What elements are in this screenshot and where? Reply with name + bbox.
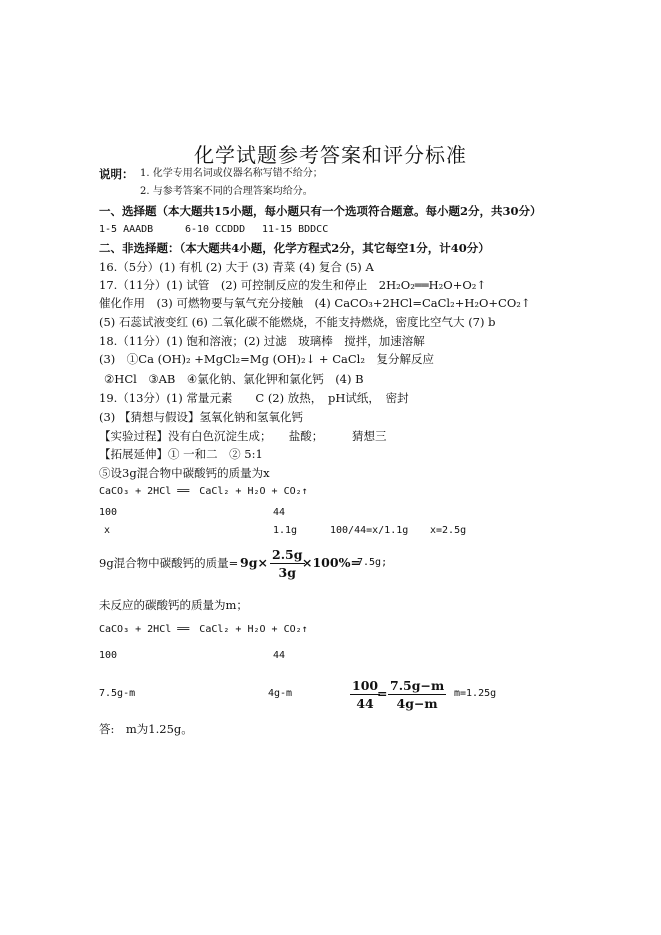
- fraction-7-5g-m-over-4g-m: [388, 678, 446, 711]
- q18-line1: 18.（11分）(1) 饱和溶液；(2) 过滤 玻璃棒 搅拌，加速溶解: [99, 334, 425, 348]
- answers-11-15: 11-15 BDDCC: [262, 224, 329, 235]
- q17-line3: (5) 石蕊试液变红 (6) 二氧化碳不能燃烧，不能支持燃烧，密度比空气大 (7) b: [99, 315, 496, 329]
- mass-9g-percent: ×100%=: [302, 555, 361, 570]
- molar-mass-right-1: 44: [273, 507, 286, 518]
- q19-line1: 19.（13分）(1) 常量元素 C (2) 放热， pH试纸， 密封: [99, 391, 409, 405]
- answers-6-10: 6-10 CCDDD: [185, 224, 246, 235]
- fraction-1-numerator: 2.5g: [272, 547, 303, 562]
- molar-mass-left-1: 100: [99, 507, 118, 518]
- molar-mass-right-2: 44: [273, 650, 286, 661]
- ratio-1: 100/44=x/1.1g: [330, 525, 409, 536]
- q18-line3: ②HCl ③AB ④氯化钠、氯化钾和氯化钙 (4) B: [104, 372, 364, 386]
- section1-heading: 一、选择题（本大题共15小题，每小题只有一个选项符合题意。每小题2分，共30分）: [99, 204, 542, 218]
- q18-line2: (3) ①Ca (OH)₂ +MgCl₂=Mg (OH)₂↓ + CaCl₂ 复分解反应: [99, 352, 434, 366]
- fraction-100-over-44: [350, 678, 380, 711]
- q19-line3: 【实验过程】没有白色沉淀生成； 盐酸； 猜想三: [99, 429, 387, 443]
- caco3-right-mass: 4g-m: [268, 688, 293, 699]
- answers-1-5: 1-5 AAADB: [99, 224, 154, 235]
- fraction-2-denominator: 44: [356, 696, 374, 711]
- fraction-2-numerator: 100: [352, 678, 379, 693]
- equation-2: CaCO₃ + 2HCl ══ CaCl₂ + H₂O + CO₂↑: [99, 624, 308, 635]
- mass-9g-expr: 9g×: [240, 555, 268, 570]
- q16-answer: 16.（5分）(1) 有机 (2) 大于 (3) 青菜 (4) 复合 (5) A: [99, 260, 374, 274]
- fraction-3-numerator: 7.5g−m: [390, 678, 445, 693]
- molar-mass-left-2: 100: [99, 650, 118, 661]
- page-title: 化学试题参考答案和评分标准: [194, 143, 467, 167]
- mass-9g-label: 9g混合物中碳酸钙的质量=: [99, 556, 239, 570]
- notes-label: 说明：: [99, 167, 134, 181]
- mass-9g-value: 7.5g;: [357, 557, 388, 568]
- co2-mass: 1.1g: [273, 525, 298, 536]
- m-value: m=1.25g: [454, 688, 497, 699]
- q19-line4: 【拓展延伸】① 一和二 ② 5:1: [99, 447, 263, 461]
- fraction-1-denominator: 3g: [278, 565, 296, 580]
- unknown-x: x: [104, 525, 111, 536]
- q19-line5: ⑤设3g混合物中碳酸钙的质量为x: [99, 466, 270, 480]
- fraction-2-5g-over-3g: [270, 547, 305, 580]
- x-value: x=2.5g: [430, 525, 467, 536]
- caco3-left-mass: 7.5g-m: [99, 688, 136, 699]
- q19-line2: (3) 【猜想与假设】氢氧化钠和氢氧化钙: [99, 410, 303, 424]
- equation-1: CaCO₃ + 2HCl ══ CaCl₂ + H₂O + CO₂↑: [99, 486, 308, 497]
- unreacted-label: 未反应的碳酸钙的质量为m；: [99, 598, 248, 612]
- q17-line2: 催化作用 (3) 可燃物要与氧气充分接触 (4) CaCO₃+2HCl=CaCl₂+H₂O+CO₂↑: [99, 296, 531, 310]
- final-answer: 答: m为1.25g。: [99, 722, 193, 736]
- equals-sign: =: [377, 686, 388, 701]
- note-1: 1. 化学专用名词或仪器名称写错不给分；: [140, 168, 323, 179]
- fraction-3-denominator: 4g−m: [396, 696, 438, 711]
- note-2: 2. 与参考答案不同的合理答案均给分。: [140, 186, 313, 197]
- q17-line1: 17.（11分）(1) 试管 (2) 可控制反应的发生和停止 2H₂O₂══H₂O+O₂↑: [99, 278, 487, 292]
- section2-heading: 二、非选择题：（本大题共4小题，化学方程式2分，其它每空1分，计40分）: [99, 241, 490, 255]
